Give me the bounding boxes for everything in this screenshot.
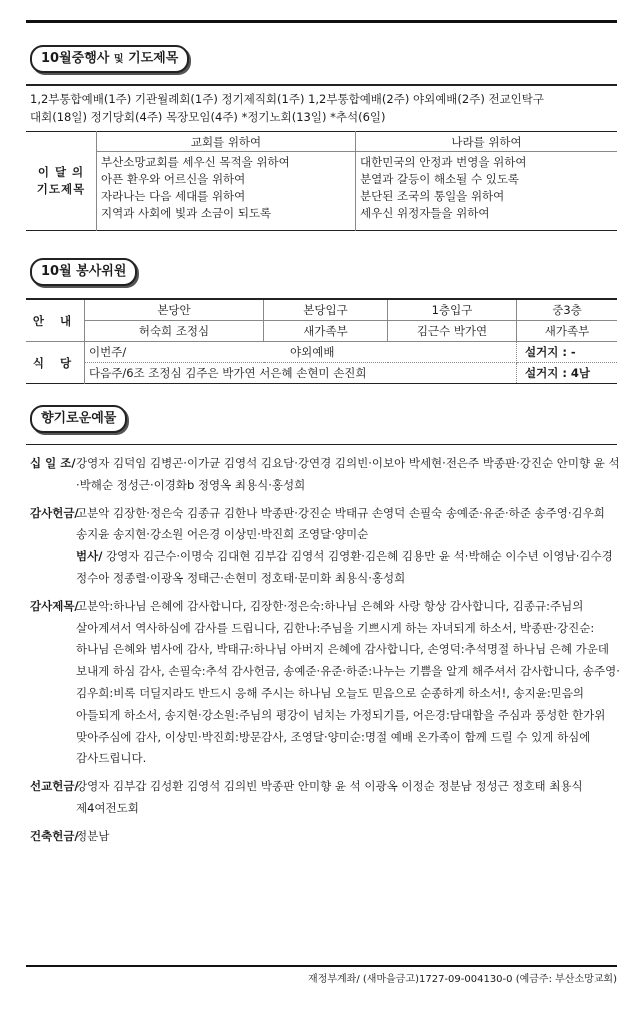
beomsa-block [76, 546, 620, 590]
guide-label: 안 내 [26, 299, 85, 342]
list-item: 아픈 환우와 어르신을 위하여 [101, 172, 246, 186]
building-text: 정분남 [76, 828, 110, 843]
next-week-row [85, 363, 517, 384]
section-title-service: 10월 봉사위원 [30, 258, 137, 286]
this-week-value: 야외예배 [290, 345, 335, 359]
guide-value-3: 김근수 박가연 [388, 321, 517, 342]
next-week-label: 다음주/ [89, 366, 127, 380]
mission-text: 강영자 김부갑 김성환 김영석 김의빈 박종판 안미향 윤 석 이광옥 이정순 정분남 정성근 정호태 최용식 제4여전도회 [76, 779, 583, 815]
building-row [30, 826, 620, 848]
footer-rule [26, 965, 617, 967]
tithe-text: 강영자 김덕임 김병곤·이가균 김영석 김요담·강연경 김의빈·이보아 박세현·전은주 박종판·강진순 안미향 윤 석·박해순 정성근·이경화b 정영옥 최용식·홍성희 [76, 456, 620, 492]
section3-rule [26, 444, 617, 445]
tithe-row [30, 453, 620, 497]
mission-label: 선교헌금/ [30, 779, 79, 794]
beomsa-label: 범사/ [76, 549, 103, 564]
church-header: 교회를 위하여 [97, 132, 356, 152]
prayer-table [26, 131, 617, 231]
events-line2: 대회(18일) 정기당회(4주) 목장모임(4주) *정기노회(13일) *추석(6일) [30, 110, 386, 124]
guide-header-2: 본당입구 [264, 299, 388, 321]
footer-account: 재정부계좌/ (새마을금고)1727-09-004130-0 (예금주: 부산소망교회) [308, 974, 617, 985]
guide-header-4: 중3층 [517, 299, 618, 321]
thanks-row [30, 503, 620, 590]
thanks-text: 고분악 김장한·정은숙 김종규 김한나 박종판·강진순 박태규 손영덕 손필숙 송예준·유준·하준 송주영·김우희 송지윤 송지현·강소원 어은경 이상민·박진희 조영달·양미순 [76, 505, 605, 542]
thanks-body [76, 503, 620, 590]
section1-rule [26, 84, 617, 86]
building-label: 건축헌금/ [30, 828, 79, 843]
nation-items [356, 152, 618, 231]
offerings-list [30, 453, 620, 848]
section-title-events [30, 45, 189, 73]
beomsa-text: 강영자 김근수·이명숙 김대현 김부갑 김영석 김영환·김은혜 김용만 윤 석·박해순 이수년 이영남·김수경 정수아 정종렬·이광옥 정태근·손현미 정호태·문미화 최용식·홍성희 [76, 549, 613, 585]
list-item: 세우신 위정자들을 위하여 [360, 206, 490, 220]
this-week-label: 이번주/ [89, 345, 127, 359]
next-week-value: 6조 조정심 김주은 박가연 서은혜 손현미 손진희 [126, 366, 367, 380]
guide-header-3: 1층입구 [388, 299, 517, 321]
list-item: 자라나는 다음 세대를 위하여 [101, 189, 246, 203]
dish-this-week: 설거지 : - [517, 342, 618, 363]
church-items [97, 152, 356, 231]
thanks-label: 감사헌금/ [30, 505, 79, 520]
guide-value-2: 새가족부 [264, 321, 388, 342]
guide-header-1: 본당안 [85, 299, 264, 321]
top-rule [26, 20, 617, 23]
mission-row [30, 776, 620, 820]
section-title-offerings: 향기로운예물 [30, 405, 127, 433]
title-end: 기도제목 [128, 51, 179, 66]
guide-value-4: 새가족부 [517, 321, 618, 342]
prayer-label: 이 달 의 기도제목 [36, 165, 86, 196]
title-main: 10월중행사 [41, 51, 110, 66]
title-small: 및 [113, 54, 124, 65]
this-week-row [85, 342, 517, 363]
cafeteria-label: 식 당 [32, 355, 78, 370]
guide-value-1: 허숙희 조정심 [85, 321, 264, 342]
list-item: 지역과 사회에 빛과 소금이 되도록 [101, 206, 272, 220]
tithe-label: 십 일 조/ [30, 456, 76, 470]
list-item: 부산소망교회를 세우신 목적을 위하여 [101, 155, 290, 169]
nation-header: 나라를 위하여 [356, 132, 618, 152]
thanks-topic-label: 감사제목/ [30, 598, 79, 613]
list-item: 대한민국의 안정과 번영을 위하여 [360, 155, 527, 169]
thanks-topic-text: 고분악:하나님 은혜에 감사합니다, 김장한·정은숙:하나님 은혜와 사랑 항상 감사합니다, 김종규:주님의 살아계셔서 역사하심에 감사를 드립니다, 김한나:주님을 기쁘시게 하는 자녀되게 하소서, 박종판·강진순:하나님 은혜와 범사에 감사, 박태규:하나님 아버지 은혜에 감사합니다, 손영덕:추석명절 하나님 은혜 가운데 보내게 하심 감사, 손필숙:추석 감사헌금, 송예준·유준·하준:나누는 기쁨을 알게 해주셔서 감사합니다, 송주영·김우희:비록 더딜지라도 반드시 응해 주시는 하나님 오늘도 믿음으로 순종하게 하소서!, 송지윤:믿음의 아들되게 하소서, 송지현·강소원:주님의 평강이 넘치는 가정되기를, 어은경:담대함을 주심과 풍성한 한가위 맞아주심에 감사, 이상민·박진희:방문감사, 조영달·양미순:명절 예배 온가족이 함께 드릴 수 있게 하심에 감사드립니다. [76, 598, 620, 766]
thanks-topic-row [30, 596, 620, 770]
service-table [26, 298, 617, 384]
list-item: 분단된 조국의 통일을 위하여 [360, 189, 505, 203]
events-line1: 1,2부통합예배(1주) 기관월례회(1주) 정기제직회(1주) 1,2부통합예배(2주) 야외예배(2주) 전교인탁구 [30, 92, 545, 106]
dish-next-week: 설거지 : 4남 [525, 366, 591, 380]
list-item: 분열과 갈등이 해소될 수 있도록 [360, 172, 520, 186]
